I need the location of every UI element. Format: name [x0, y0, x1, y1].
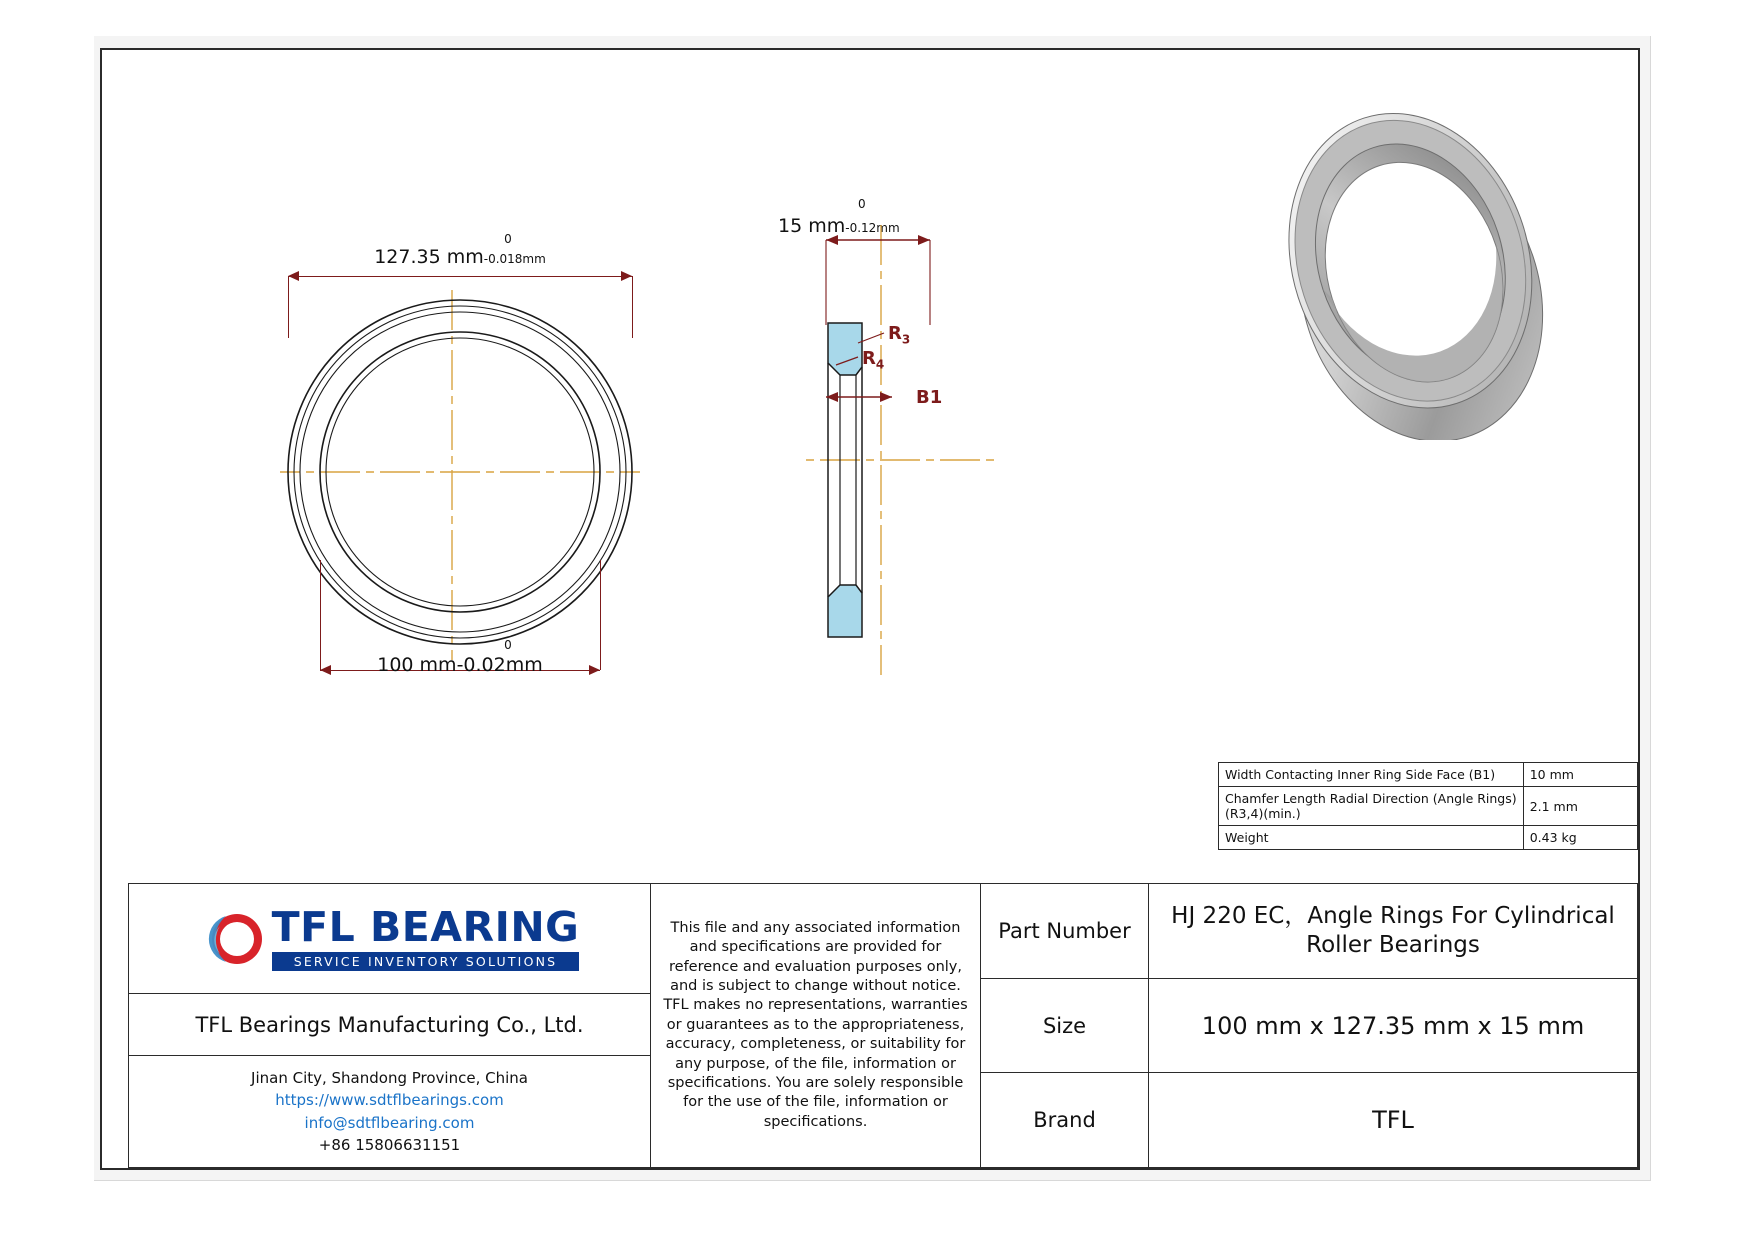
field-row-size	[981, 979, 1637, 1074]
brand-label: Brand	[981, 1073, 1149, 1167]
table-row	[1219, 787, 1638, 826]
company-email-link[interactable]: info@sdtflbearing.com	[304, 1113, 475, 1132]
title-block-fields	[981, 884, 1637, 1167]
disclaimer-text: This file and any associated information and specifications are provided for reference and evaluation purposes only, and is subject to change without notice. TFL makes no representations, warranties or guarantees as to the appropriateness, accuracy, completeness, or suitability for any purpose, of the file, information or specifications. You are solely responsible for the use of the file, information or specifications.	[651, 884, 981, 1167]
spec-value: 0.43 kg	[1523, 826, 1637, 850]
size-value: 100 mm x 127.35 mm x 15 mm	[1201, 1011, 1585, 1040]
width-tolerance-upper: 0	[858, 197, 866, 211]
outer-diameter-tolerance-upper: 0	[504, 232, 512, 246]
company-contact	[129, 1056, 650, 1167]
r3-label: $R_3$	[888, 323, 911, 347]
company-website-link[interactable]: https://www.sdtflbearings.com	[275, 1091, 504, 1109]
outer-diameter-dimension	[280, 246, 640, 268]
width-value: 15 mm	[778, 215, 846, 237]
front-view	[280, 232, 640, 710]
size-label: Size	[981, 979, 1149, 1073]
field-row-part-number	[981, 884, 1637, 979]
inner-diameter-dimension	[280, 654, 640, 676]
company-phone: +86 15806631151	[318, 1136, 461, 1154]
outer-diameter-tolerance-lower: -0.018mm	[483, 252, 546, 266]
b1-label: B1	[916, 387, 943, 408]
outer-diameter-value: 127.35 mm	[374, 246, 484, 268]
company-address: Jinan City, Shandong Province, China	[251, 1068, 528, 1087]
spec-key: Width Contacting Inner Ring Side Face (B1)	[1219, 763, 1524, 787]
company-logo	[200, 902, 580, 971]
spec-value: 2.1 mm	[1523, 787, 1637, 826]
part-number-label: Part Number	[981, 884, 1149, 978]
logo-mark-icon	[200, 908, 262, 970]
bearing-3d-graphic	[1270, 110, 1560, 440]
inner-diameter-tolerance-upper: 0	[504, 638, 512, 652]
spec-key: Weight	[1219, 826, 1524, 850]
isometric-3d-view	[1270, 110, 1560, 440]
bearing-front-view-graphic	[280, 280, 640, 660]
inner-diameter-tolerance-lower: -0.02mm	[456, 654, 543, 676]
logo-cell	[129, 884, 650, 994]
table-row	[1219, 763, 1638, 787]
logo-tagline: SERVICE INVENTORY SOLUTIONS	[272, 952, 580, 971]
title-block-company-column	[129, 884, 651, 1167]
width-tolerance-lower: -0.12mm	[845, 221, 900, 235]
company-name: TFL Bearings Manufacturing Co., Ltd.	[129, 994, 650, 1056]
inner-diameter-value: 100 mm	[377, 654, 457, 676]
r4-label: $R_4$	[862, 348, 885, 372]
section-view	[778, 197, 1000, 685]
spec-value: 10 mm	[1523, 763, 1637, 787]
table-row	[1219, 826, 1638, 850]
section-view-graphic	[800, 215, 1000, 685]
field-row-brand	[981, 1073, 1637, 1167]
title-block	[128, 883, 1638, 1168]
part-number-value: HJ 220 EC，Angle Rings For Cylindrical Roller Bearings	[1171, 903, 1615, 958]
specification-table	[1218, 762, 1638, 850]
brand-value: TFL	[1372, 1106, 1414, 1135]
logo-text: TFL BEARING	[271, 902, 580, 951]
spec-key: Chamfer Length Radial Direction (Angle Rings)(R3,4)(min.)	[1219, 787, 1524, 826]
outer-dimension-line	[288, 276, 632, 277]
